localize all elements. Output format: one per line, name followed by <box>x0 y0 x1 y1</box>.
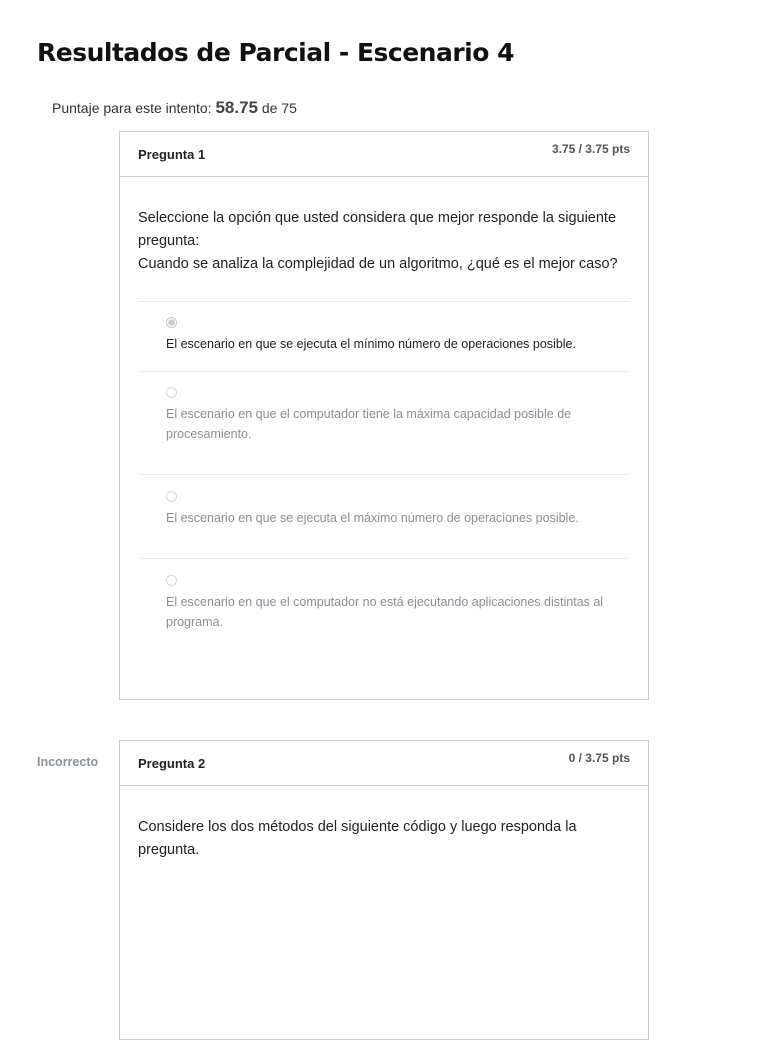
question-text-line: Considere los dos métodos del siguiente código y luego responda la pregunta. <box>138 819 577 858</box>
radio-icon[interactable] <box>166 387 177 398</box>
question-name: Pregunta 1 <box>138 147 206 162</box>
answer-option[interactable] <box>138 302 630 372</box>
question-points: 0 / 3.75 pts <box>568 751 630 765</box>
answer-text: El escenario en que el computador no está ejecutando aplicaciones distintas al programa. <box>166 595 604 629</box>
question-body <box>120 786 648 862</box>
question-body <box>120 177 648 659</box>
answer-text: El escenario en que el computador tiene la máxima capacidad posible de procesamiento. <box>166 407 572 441</box>
radio-selected-icon[interactable] <box>166 317 177 328</box>
score-value: 58.75 <box>215 98 258 117</box>
answer-option[interactable] <box>138 372 630 475</box>
radio-icon[interactable] <box>166 491 177 502</box>
question-name: Pregunta 2 <box>138 756 206 771</box>
question-text-line: Cuando se analiza la complejidad de un algoritmo, ¿qué es el mejor caso? <box>138 256 618 272</box>
attempt-score <box>52 98 297 118</box>
answer-list <box>138 301 630 659</box>
question-text <box>138 786 630 862</box>
question-header <box>120 741 648 786</box>
question-text-line: Seleccione la opción que usted considera que mejor responde la siguiente pregunta: <box>138 210 617 249</box>
score-total: 75 <box>281 100 297 116</box>
page-title: Resultados de Parcial - Escenario 4 <box>37 38 515 67</box>
question-header <box>120 132 648 177</box>
radio-icon[interactable] <box>166 575 177 586</box>
answer-text: El escenario en que se ejecuta el mínimo número de operaciones posible. <box>166 337 576 351</box>
question-status-badge: Incorrecto <box>37 755 99 769</box>
question-points: 3.75 / 3.75 pts <box>551 142 630 156</box>
answer-text: El escenario en que se ejecuta el máximo número de operaciones posible. <box>166 511 579 525</box>
answer-option[interactable] <box>138 475 630 559</box>
score-label: Puntaje para este intento: <box>52 100 212 116</box>
question-card-2 <box>119 740 649 1040</box>
question-text <box>138 177 630 276</box>
answer-option[interactable] <box>138 559 630 659</box>
score-of-label: de <box>261 100 278 116</box>
question-card-1 <box>119 131 649 700</box>
